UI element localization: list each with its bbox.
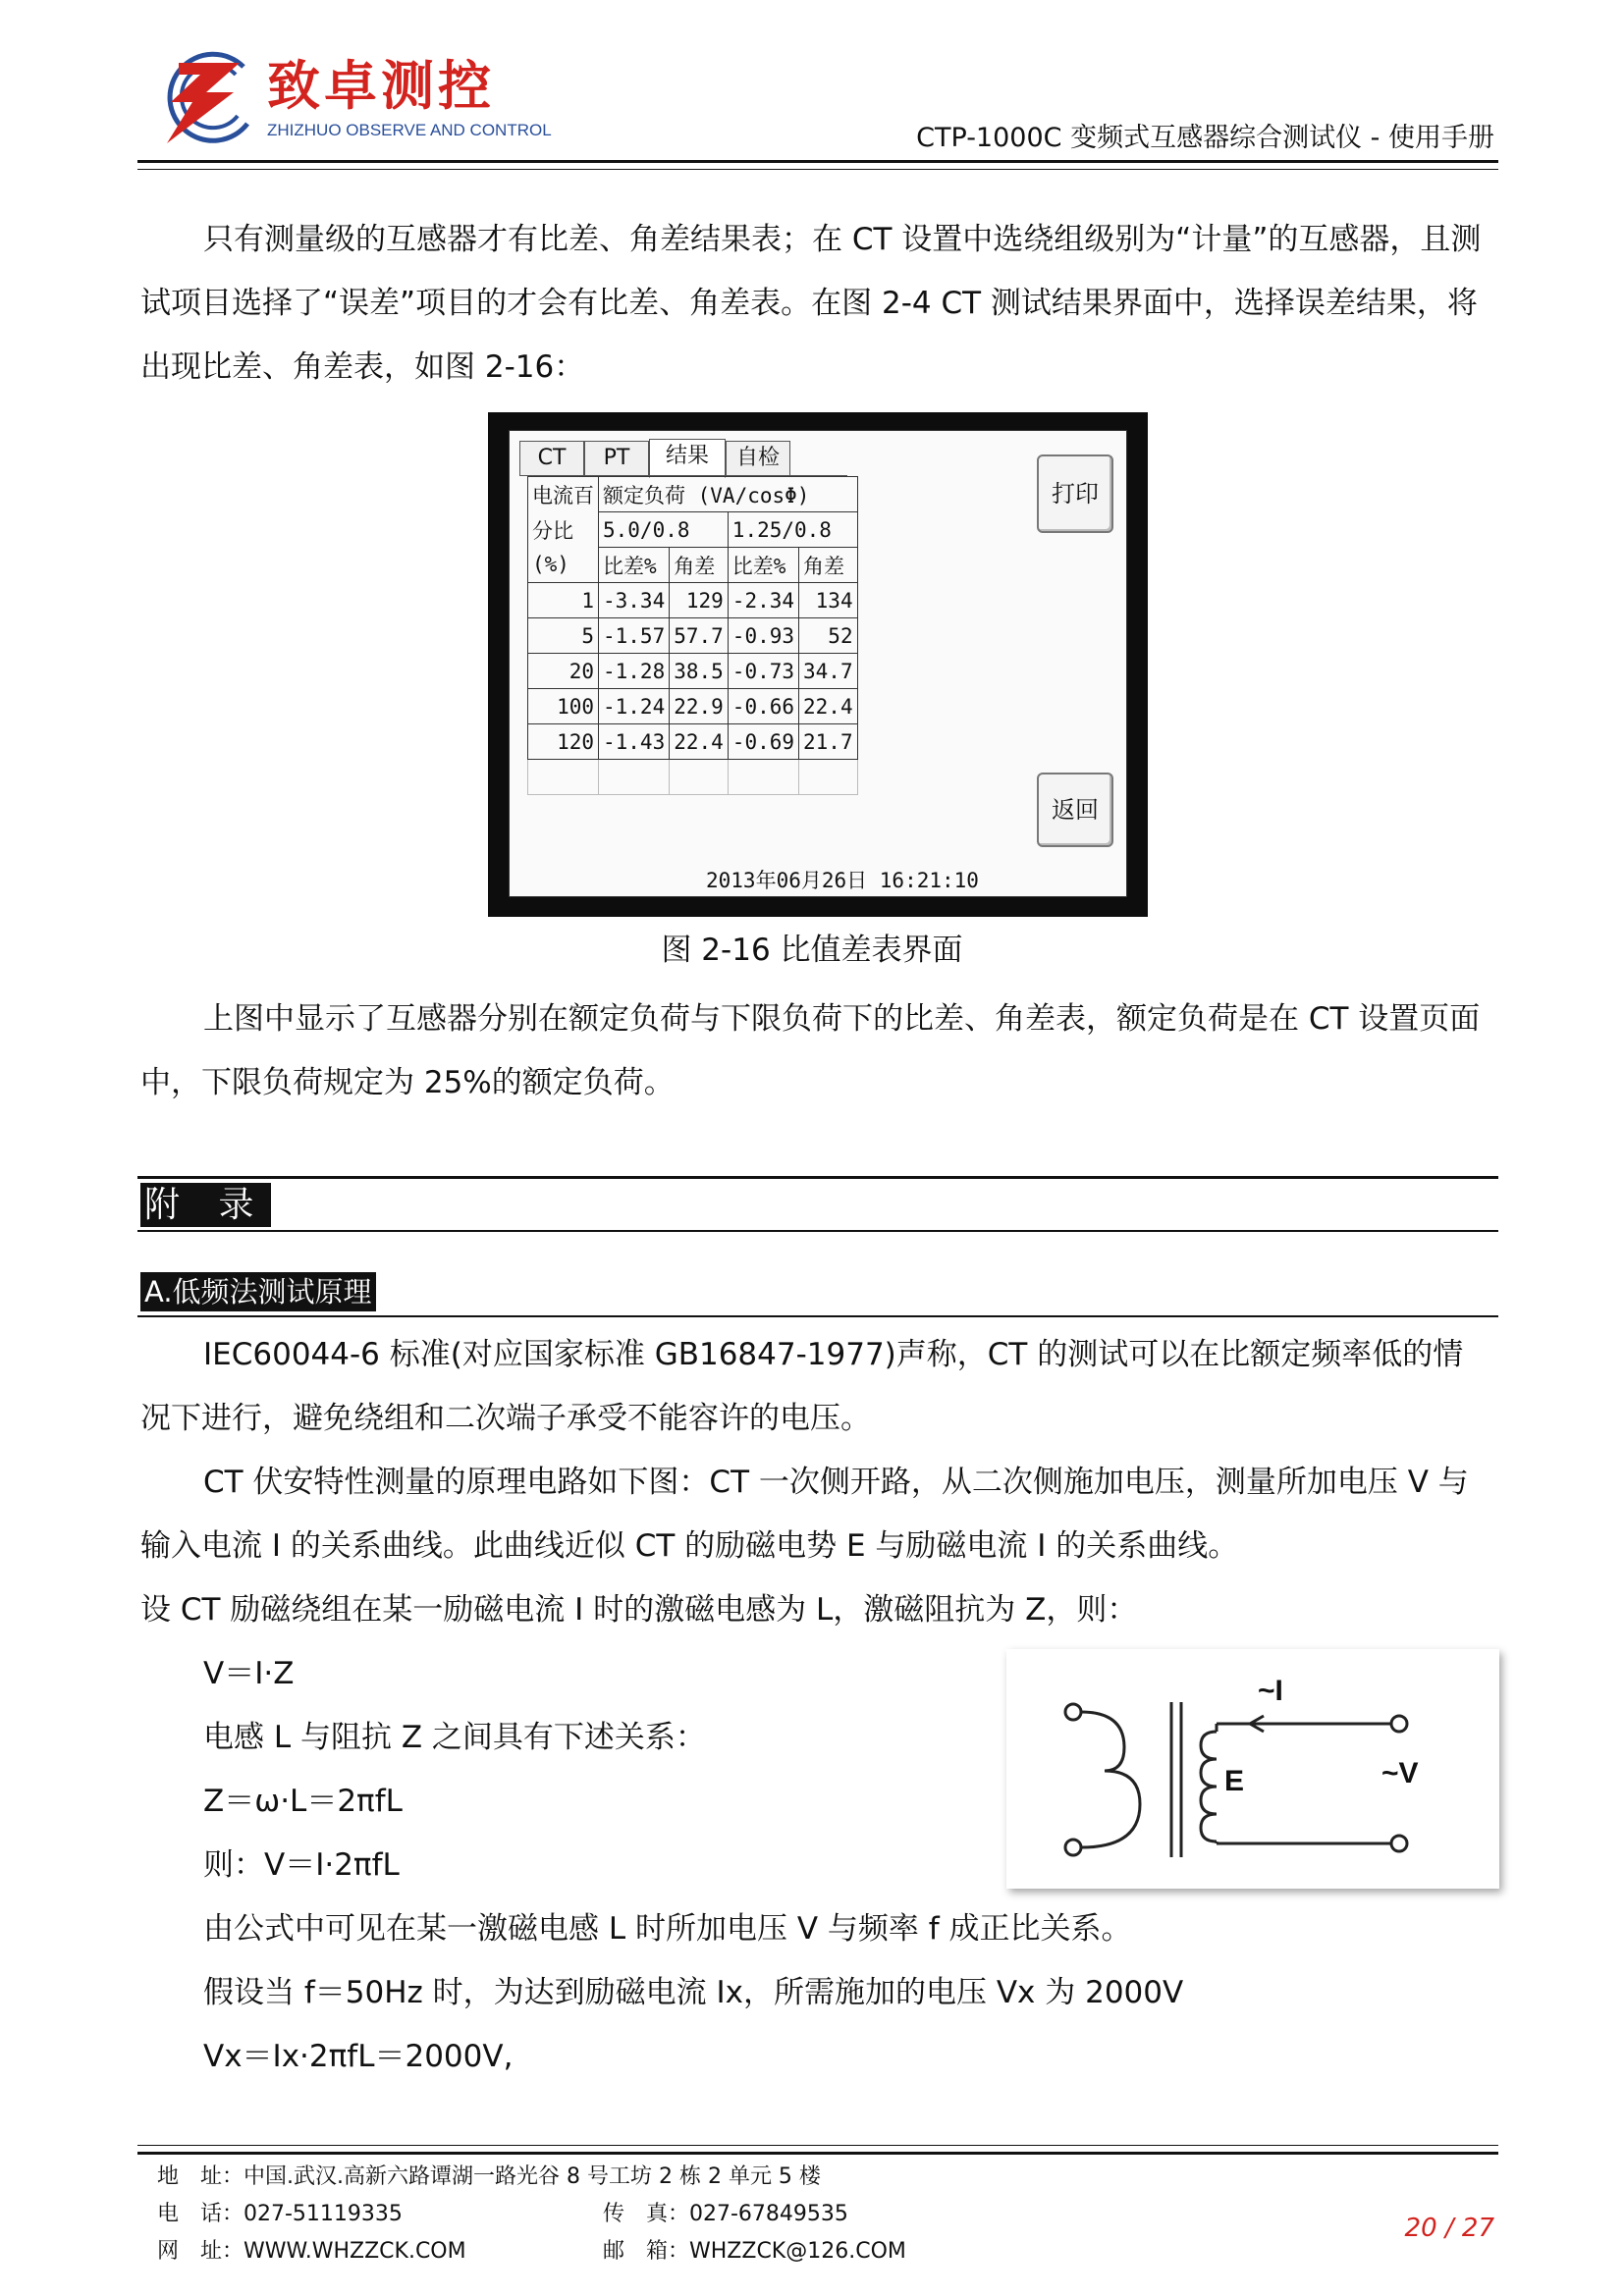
header-percent-2: 分比 — [528, 512, 599, 548]
cell-angle-a: 38.5 — [670, 654, 729, 689]
cell-percent: 100 — [528, 689, 599, 724]
appendix-paragraph-2: CT 伏安特性测量的原理电路如下图：CT 一次侧开路，从二次侧施加电压，测量所加电压 V 与输入电流 I 的关系曲线。此曲线近似 CT 的励磁电势 E 与励磁电流 I 的关系曲线。 — [140, 1465, 1469, 1564]
cell-angle-b: 21.7 — [799, 724, 858, 760]
table-load-row — [528, 512, 858, 548]
equation-3: 则：V＝I·2πfL — [203, 1847, 400, 1883]
table-row — [528, 618, 858, 654]
result-panel — [519, 475, 853, 829]
document-title: CTP-1000C 变频式互感器综合测试仪 - 使用手册 — [916, 123, 1494, 153]
tab-pt[interactable] — [584, 441, 649, 476]
tab-ct-label: CT — [537, 446, 567, 470]
equation-2: Z＝ω·L＝2πfL — [203, 1784, 403, 1819]
appendix-divider-bottom — [137, 1230, 1498, 1232]
header-divider — [137, 160, 1498, 170]
cell-percent: 1 — [528, 583, 599, 618]
cell-angle-b: 34.7 — [799, 654, 858, 689]
cell-angle-b: 134 — [799, 583, 858, 618]
back-button[interactable]: 返回 — [1037, 773, 1113, 847]
cell-angle-a: 22.4 — [670, 724, 729, 760]
footer-email[interactable]: 邮 箱：WHZZCK@126.COM — [603, 2239, 906, 2264]
load-b: 1.25/0.8 — [728, 512, 857, 548]
cell-ratio-a: -1.57 — [599, 618, 670, 654]
label-current: ~I — [1258, 1675, 1283, 1707]
ct-circuit-diagram — [1006, 1649, 1499, 1889]
empty-cell — [670, 760, 729, 795]
brand-name-en: ZHIZHUO OBSERVE AND CONTROL — [267, 121, 552, 139]
load-a: 5.0/0.8 — [599, 512, 729, 548]
device-screen-figure — [488, 412, 1148, 917]
appendix-paragraph-1: IEC60044-6 标准(对应国家标准 GB16847-1977)声称，CT 的测试可以在比额定频率低的情况下进行，避免绕组和二次端子承受不能容许的电压。 — [140, 1337, 1464, 1436]
header-percent-1: 电流百 — [528, 477, 599, 512]
error-table — [527, 476, 858, 795]
tab-result[interactable] — [649, 439, 726, 478]
equation-1: V＝I·Z — [203, 1656, 295, 1691]
page-number: 20 / 27 — [1404, 2214, 1494, 2243]
header-percent-3: (%) — [528, 548, 599, 583]
device-screen — [509, 430, 1127, 897]
label-voltage: ~V — [1381, 1757, 1419, 1789]
subheader-ratio-b: 比差% — [728, 548, 798, 583]
table-subheader-row — [528, 548, 858, 583]
cell-ratio-b: -0.66 — [728, 689, 798, 724]
cell-ratio-b: -0.73 — [728, 654, 798, 689]
tab-ct[interactable] — [519, 441, 584, 476]
appendix-paragraph-5: 由公式中可见在某一激磁电感 L 时所加电压 V 与频率 f 成正比关系。 — [203, 1911, 1132, 1947]
appendix-title: 附 录 — [140, 1183, 271, 1227]
after-figure-paragraph: 上图中显示了互感器分别在额定负荷与下限负荷下的比差、角差表，额定负荷是在 CT 设置页面中，下限负荷规定为 25%的额定负荷。 — [140, 1001, 1481, 1100]
subheader-ratio-a: 比差% — [599, 548, 670, 583]
footer-divider — [137, 2145, 1498, 2155]
device-datetime: 2013年06月26日 16:21:10 — [706, 869, 979, 892]
tab-selfcheck-label: 自检 — [735, 446, 780, 470]
footer-fax: 传 真：027-67849535 — [603, 2202, 848, 2226]
header-rated-load: 额定负荷 (VA/cosΦ) — [599, 477, 858, 512]
figure-caption: 图 2-16 比值差表界面 — [661, 933, 963, 968]
section-a-divider — [137, 1315, 1498, 1317]
table-row — [528, 724, 858, 760]
cell-ratio-a: -1.28 — [599, 654, 670, 689]
circuit-schematic-icon — [1006, 1649, 1499, 1889]
cell-angle-b: 52 — [799, 618, 858, 654]
cell-ratio-b: -0.69 — [728, 724, 798, 760]
tab-result-label: 结果 — [665, 444, 709, 468]
cell-ratio-a: -1.24 — [599, 689, 670, 724]
footer-website[interactable]: 网 址：WWW.WHZZCK.COM — [157, 2239, 466, 2264]
cell-angle-a: 129 — [670, 583, 729, 618]
cell-angle-a: 57.7 — [670, 618, 729, 654]
table-header-row — [528, 477, 858, 512]
cell-ratio-b: -2.34 — [728, 583, 798, 618]
empty-cell — [799, 760, 858, 795]
appendix-divider-top — [137, 1176, 1498, 1179]
cell-angle-a: 22.9 — [670, 689, 729, 724]
cell-percent: 5 — [528, 618, 599, 654]
intro-paragraph: 只有测量级的互感器才有比差、角差结果表；在 CT 设置中选绕组级别为“计量”的互感器，且测试项目选择了“误差”项目的才会有比差、角差表。在图 2-4 CT 测试结果界面中，选择误差结果，将出现比差、角差表，如图 2-16： — [140, 222, 1482, 385]
table-row — [528, 689, 858, 724]
cell-angle-b: 22.4 — [799, 689, 858, 724]
tab-selfcheck[interactable] — [726, 441, 790, 476]
table-row-empty — [528, 760, 858, 795]
empty-cell — [728, 760, 798, 795]
company-logo-icon — [157, 47, 263, 149]
equation-4: Vx＝Ix·2πfL＝2000V, — [203, 2039, 514, 2074]
appendix-paragraph-6: 假设当 f＝50Hz 时，为达到励磁电流 Ix，所需施加的电压 Vx 为 2000V — [203, 1975, 1184, 2010]
cell-ratio-a: -3.34 — [599, 583, 670, 618]
cell-percent: 20 — [528, 654, 599, 689]
cell-ratio-a: -1.43 — [599, 724, 670, 760]
cell-ratio-b: -0.93 — [728, 618, 798, 654]
cell-percent: 120 — [528, 724, 599, 760]
footer-address: 地 址：中国.武汉.高新六路谭湖一路光谷 8 号工坊 2 栋 2 单元 5 楼 — [157, 2164, 821, 2189]
subheader-angle-a: 角差 — [670, 548, 729, 583]
empty-cell — [528, 760, 599, 795]
table-row — [528, 583, 858, 618]
empty-cell — [599, 760, 670, 795]
label-emf: E — [1224, 1765, 1245, 1797]
section-a-heading: A.低频法测试原理 — [140, 1272, 376, 1311]
table-row — [528, 654, 858, 689]
appendix-paragraph-3: 设 CT 励磁绕组在某一励磁电流 I 时的激磁电感为 L，激磁阻抗为 Z，则： — [140, 1592, 1138, 1628]
subheader-angle-b: 角差 — [799, 548, 858, 583]
tab-pt-label: PT — [603, 446, 630, 470]
print-button[interactable]: 打印 — [1037, 454, 1113, 533]
brand-name-cn: 致卓测控 — [267, 55, 495, 117]
appendix-paragraph-4: 电感 L 与阻抗 Z 之间具有下述关系： — [203, 1720, 706, 1755]
footer-phone: 电 话：027-51119335 — [157, 2202, 403, 2226]
